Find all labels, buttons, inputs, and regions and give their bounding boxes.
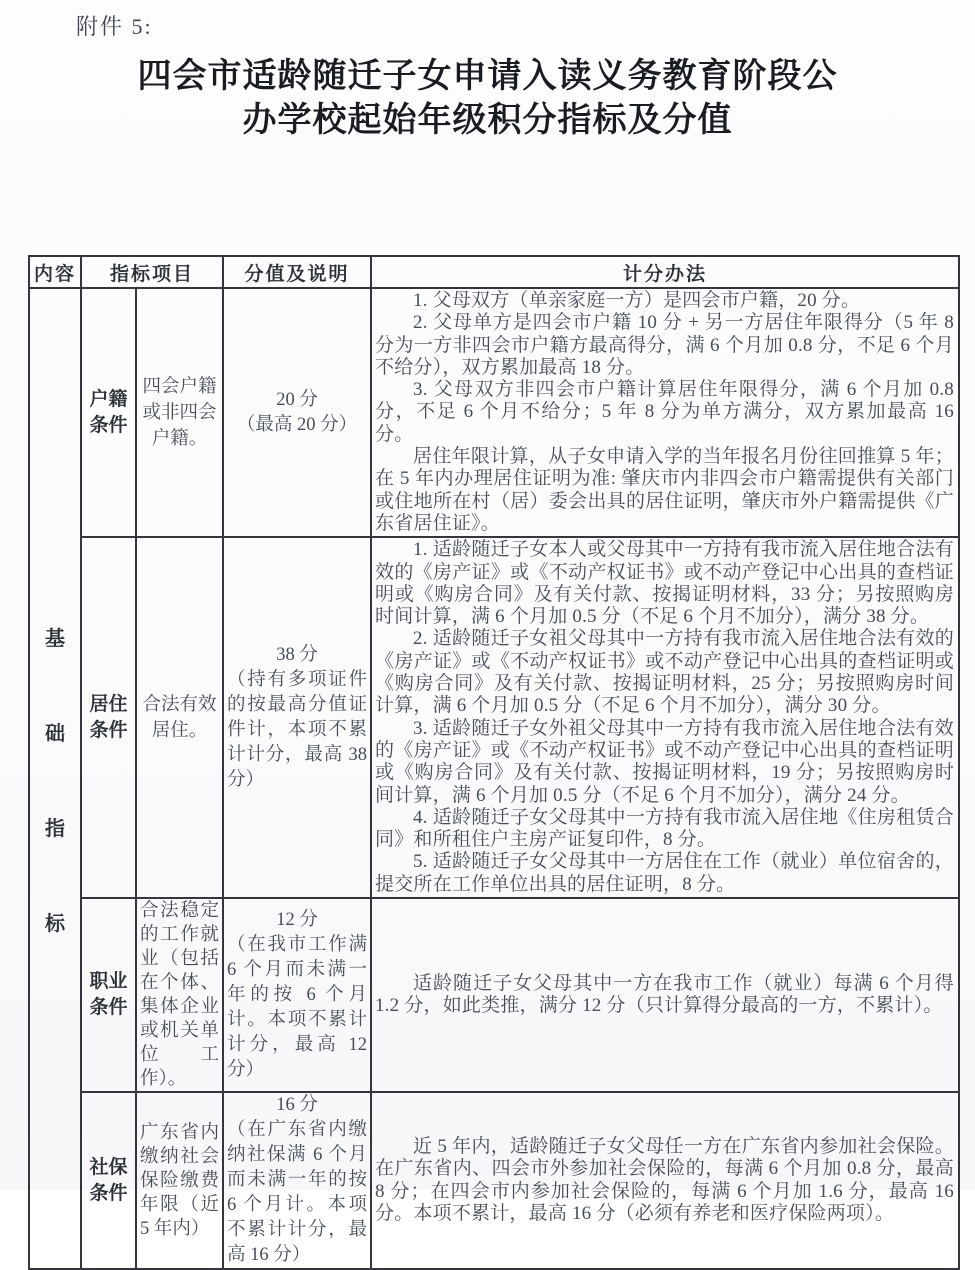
header-score-description: 分值及说明 (223, 256, 371, 288)
header-content: 内容 (29, 256, 81, 288)
table-row-residence (29, 537, 959, 898)
score-main: 16 分 (276, 1095, 318, 1116)
content-group-label: 基 础 指 标 (45, 627, 65, 935)
method-paragraph: 1. 父母双方（单亲家庭一方）是四会市户籍，20 分。 (413, 290, 861, 311)
method-paragraph: 4. 适龄随迁子女父母其中一方持有我市流入居住地《住房租赁合同》和所租住户主房产证复印件，8 分。 (375, 806, 955, 851)
table-row-social-insurance (29, 1092, 959, 1269)
item-cell: 四会户籍或非四会户籍。 (136, 288, 223, 537)
method-paragraph: 居住年限计算，从子女申请入学的当年报名月份往回推算 5 年；在 5 年内办理居住证明为准: 肇庆市内非四会市户籍需提供有关部门或住地所在村（居）委会出具的居住证明，肇庆市外户籍需提供《广东省居住证》。 (375, 446, 955, 534)
table-row-employment (29, 898, 959, 1092)
method-paragraph: 5. 适龄随迁子女父母其中一方居住在工作（就业）单位宿舍的，提交所在工作单位出具的居住证明，8 分。 (375, 851, 955, 895)
method-paragraph: 适龄随迁子女父母其中一方在我市工作（就业）每满 6 个月得 1.2 分，如此类推，满分 12 分（只计算得分最高的一方，不累计）。 (375, 972, 955, 1017)
method-cell (371, 537, 959, 898)
score-cell (223, 288, 371, 537)
score-main: 12 分 (276, 909, 318, 930)
score-note: （在我市工作满 6 个月而未满一年的按 6 个月计。本项不累计计分，最高 12 分） (227, 934, 368, 1080)
item-cell: 合法有效居住。 (136, 537, 223, 898)
score-main: 20 分 (276, 389, 318, 410)
header-indicator-item: 指标项目 (81, 256, 223, 288)
method-cell (371, 898, 959, 1092)
page-title (0, 55, 975, 143)
category-cell: 户籍条件 (81, 288, 136, 537)
method-paragraph: 近 5 年内，适龄随迁子女父母任一方在广东省内参加社会保险。在广东省内、四会市外参加社会保险的，每满 6 个月加 0.8 分，最高 8 分；在四会市内参加社会保险的，每满 6 个月加 1.6 分，最高 16 分。本项不累计，最高 16 分（必须有养老和医疗保险两项）。 (375, 1135, 955, 1224)
score-note: （最高 20 分） (236, 414, 358, 435)
attachment-label: 附件 5: (76, 14, 153, 39)
score-note: （在广东省内缴纳社保满 6 个月而未满一年的按 6 个月计。本项不累计计分，最高 16 分） (227, 1120, 368, 1266)
table-row-hukou (29, 288, 959, 537)
header-scoring-method: 计分办法 (371, 256, 959, 288)
content-group-cell (29, 288, 81, 1269)
method-paragraph: 1. 适龄随迁子女本人或父母其中一方持有我市流入居住地合法有效的《房产证》或《不动产权证书》或不动产登记中心出具的查档证明或《购房合同》及有关付款、按揭证明材料，33 分；另按照购房时间计算，满 6 个月加 0.5 分（不足 6 个月不加分），满分 38 分。 (375, 539, 955, 628)
method-paragraph: 3. 适龄随迁子女外祖父母其中一方持有我市流入居住地合法有效的《房产证》或《不动产权证书》或不动产登记中心出具的查档证明或《购房合同》及有关付款、按揭证明材料，19 分；另按照购房时间计算，满 6 个月加 0.5 分（不足 6 个月不加分），满分 24 分。 (375, 717, 955, 806)
method-paragraph: 3. 父母双方非四会市户籍计算居住年限得分，满 6 个月加 0.8 分，不足 6 个月不给分；5 年 8 分为单方满分，双方累加最高 16 分。 (375, 379, 955, 445)
table-header-row (29, 256, 959, 288)
method-cell (371, 1092, 959, 1269)
method-paragraph: 2. 适龄随迁子女祖父母其中一方持有我市流入居住地合法有效的《房产证》或《不动产权证书》或不动产登记中心出具的查档证明或《购房合同》及有关付款、按揭证明材料，25 分；另按照购房时间计算，满 6 个月加 0.5 分（不足 6 个月不加分），满分 30 分。 (375, 628, 955, 717)
score-cell (223, 1092, 371, 1269)
score-indicator-table (28, 255, 960, 1270)
score-note: （持有多项证件的按最高分值证件计，本项不累计计分，最高 38 分） (227, 669, 368, 790)
score-cell (223, 537, 371, 898)
category-cell: 职业条件 (81, 898, 136, 1092)
score-cell (223, 898, 371, 1092)
page-title-line1: 四会市适龄随迁子女申请入读义务教育阶段公 (137, 58, 838, 95)
method-paragraph: 2. 父母单方是四会市户籍 10 分 + 另一方居住年限得分（5 年 8 分为一方非四会市户籍方最高得分，满 6 个月加 0.8 分，不足 6 个月不给分），双方累加最高 18 分。 (375, 312, 955, 378)
item-cell: 广东省内缴纳社会保险缴费年限（近 5 年内） (136, 1092, 223, 1269)
category-cell: 社保条件 (81, 1092, 136, 1269)
category-cell: 居住条件 (81, 537, 136, 898)
score-main: 38 分 (276, 644, 318, 665)
item-cell: 合法稳定的工作就业（包括在个体、集体企业或机关单位工作）。 (136, 898, 223, 1092)
method-cell (371, 288, 959, 537)
page-title-line2: 办学校起始年级积分指标及分值 (242, 102, 733, 139)
